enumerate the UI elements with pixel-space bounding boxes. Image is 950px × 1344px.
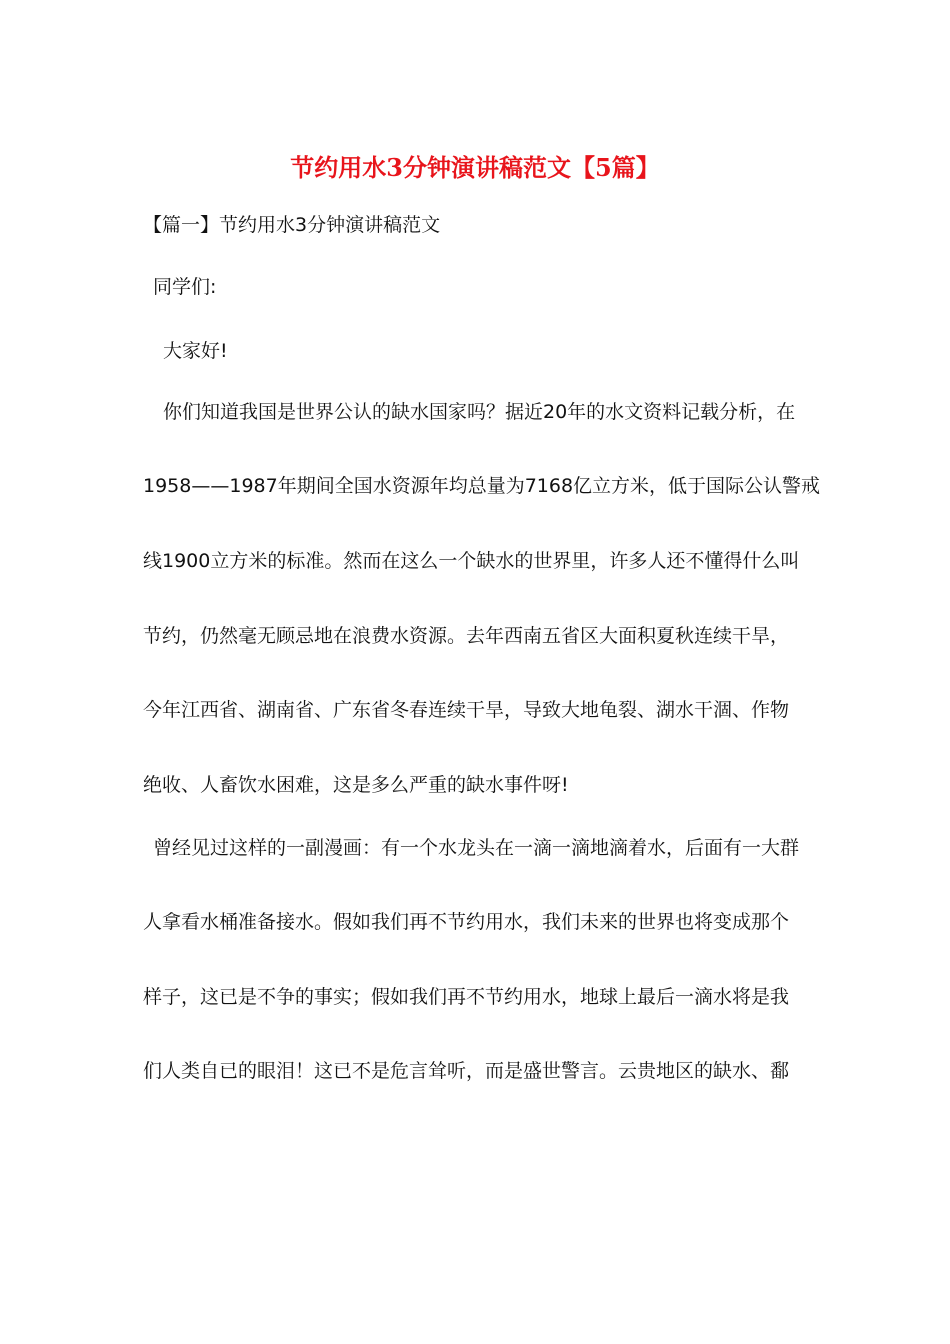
paragraph-2-line-3: 样子，这已是不争的事实；假如我们再不节约用水，地球上最后一滴水将是我 (143, 986, 790, 1008)
paragraph-1-line-5: 今年江西省、湖南省、广东省冬春连续干旱，导致大地龟裂、湖水干涸、作物 (143, 699, 790, 721)
paragraph-2-line-2: 人拿看水桶准备接水。假如我们再不节约用水，我们未来的世界也将变成那个 (143, 911, 790, 933)
section-heading: 【篇一】节约用水3分钟演讲稿范文 (143, 214, 441, 236)
paragraph-2-line-1: 曾经见过这样的一副漫画：有一个水龙头在一滴一滴地滴着水，后面有一大群 (153, 837, 800, 859)
paragraph-1-line-6: 绝收、人畜饮水困难，这是多么严重的缺水事件呀! (143, 774, 569, 796)
document-title: 节约用水3分钟演讲稿范文【5篇】 (290, 153, 660, 182)
paragraph-2-line-4: 们人类自已的眼泪！这已不是危言耸听，而是盛世警言。云贵地区的缺水、鄱 (143, 1060, 790, 1082)
salutation-line: 同学们: (153, 276, 217, 298)
greeting-line: 大家好! (163, 340, 228, 362)
paragraph-1-line-3: 线1900立方米的标准。然而在这么一个缺水的世界里，许多人还不懂得什么叫 (143, 550, 800, 572)
paragraph-1-line-1: 你们知道我国是世界公认的缺水国家吗？据近20年的水文资料记载分析，在 (163, 401, 796, 423)
paragraph-1-line-4: 节约，仍然毫无顾忌地在浪费水资源。去年西南五省区大面积夏秋连续干旱， (143, 625, 790, 647)
paragraph-1-line-2: 1958——1987年期间全国水资源年均总量为7168亿立方米，低于国际公认警戒 (143, 475, 821, 497)
